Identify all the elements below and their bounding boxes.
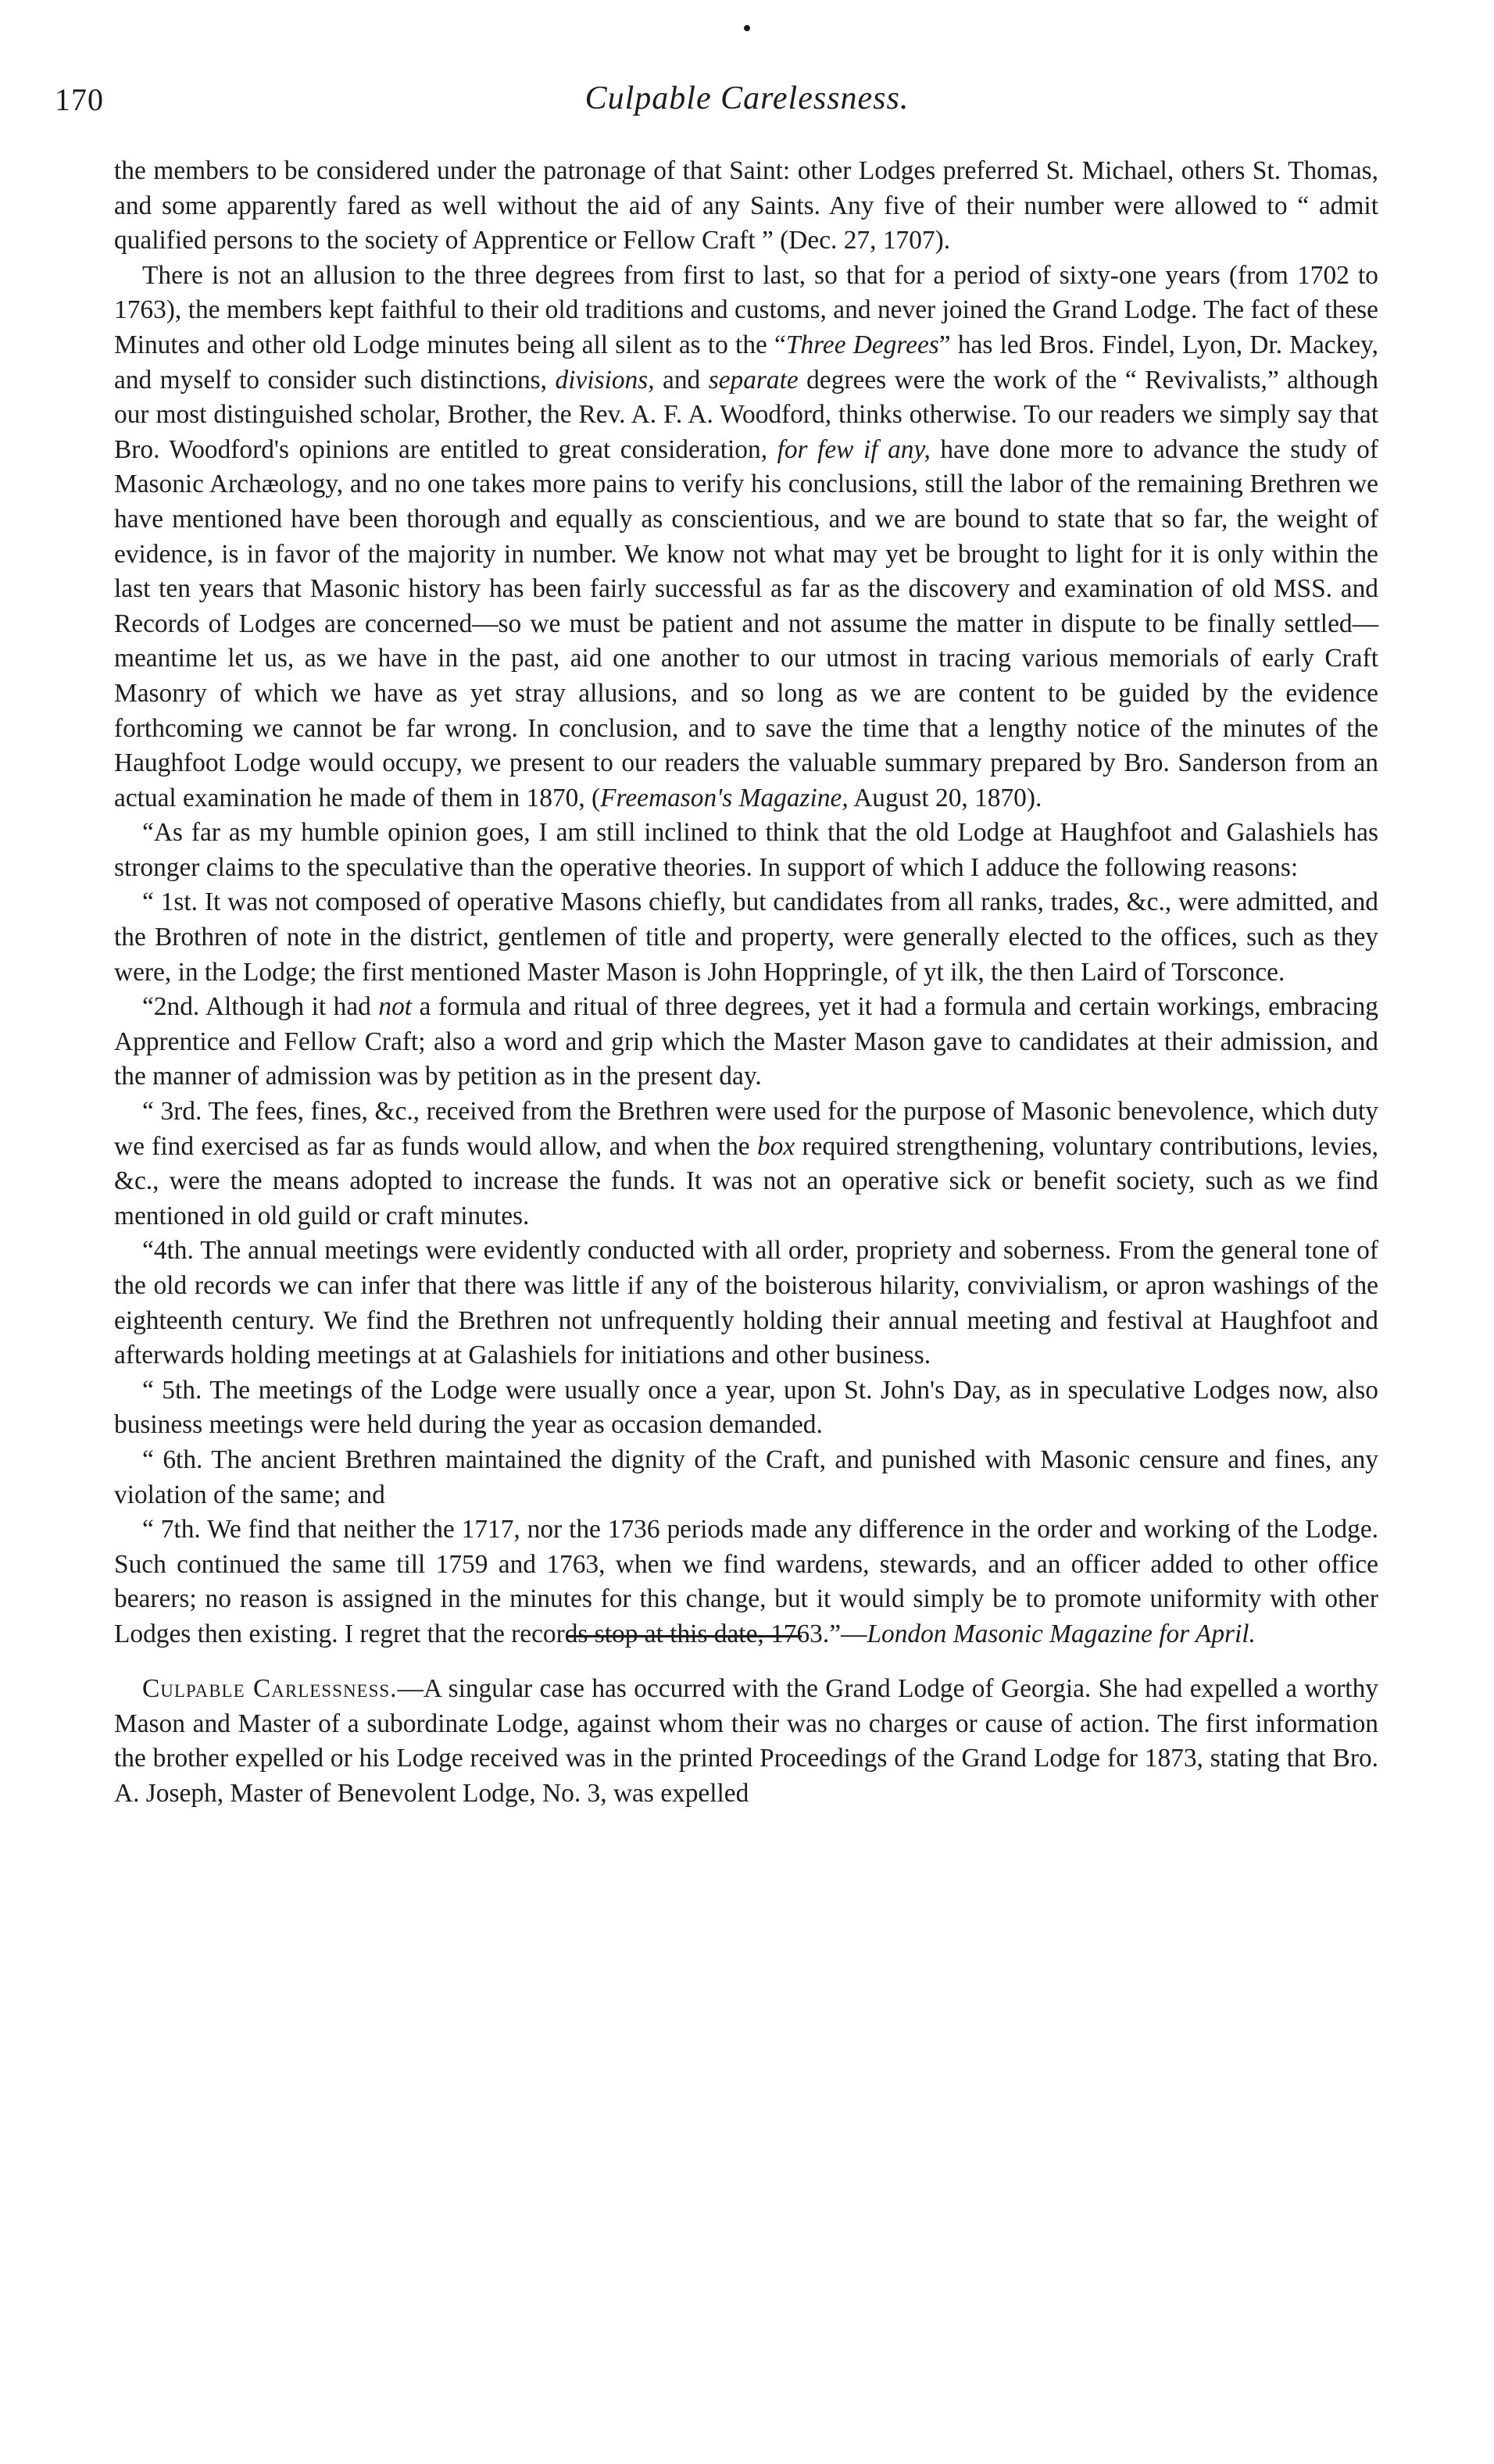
paragraph-text: “As far as my humble opinion goes, I am still inclined to think that the old Lodge at Haughfoot and Galashiels has stronger claims to the speculative than the operative theories. In support of which I adduce the following reasons:: [114, 818, 1378, 882]
paragraph-text: “ 7th. We find that neither the 1717, nor the 1736 periods made any difference in the order and working of the Lodge. Such continued the same till 1759 and 1763, when we find wardens, stewards, and an officer added to other office bearers; no reason is assigned in the minutes for this change, but it would simply be to promote uniformity with other Lodges then existing. I regret that the records stop at this date, 1763.”—: [114, 1515, 1378, 1648]
italic-text: not: [378, 992, 413, 1022]
italic-text: Freemason's Magazine,: [600, 783, 849, 812]
paragraph: [114, 1672, 1378, 1811]
section-divider: [567, 1635, 802, 1637]
paragraph-text: “ 1st. It was not composed of operative Masons chiefly, but candidates from all ranks, trades, &c., were admitted, and the Brothren of note in the district, gentlemen of title and property, were generally elected to the offices, such as they were, in the Lodge; the first mentioned Master Mason is John Hoppringle, of yt ilk, the then Laird of Torsconce.: [114, 887, 1378, 987]
paragraph-text: August 20, 1870).: [848, 783, 1042, 812]
article-heading: Culpable Carlessness.: [142, 1674, 398, 1703]
paragraph-text: “ 6th. The ancient Brethren maintained the dignity of the Craft, and punished with Masonic censure and fines, any violation of the same; and: [114, 1444, 1378, 1509]
printer-mark: [744, 25, 750, 31]
page-number: 170: [55, 82, 104, 117]
paragraph-text: “4th. The annual meetings were evidently conducted with all order, propriety and soberness. From the general tone of the old records we can infer that there was little if any of the boisterous hilarity, convivialism, or apron washings of the eighteenth century. We find the Brethren not unfrequently holding their annual meeting and festival at Haughfoot and afterwards holding meetings at at Galashiels for initiations and other business.: [114, 1236, 1378, 1370]
paragraph: [114, 154, 1378, 259]
paragraph: [114, 1373, 1378, 1443]
italic-text: Three Degrees: [785, 330, 939, 359]
paragraph-text: “ 5th. The meetings of the Lodge were usually once a year, upon St. John's Day, as in speculative Lodges now, also business meetings were held during the year as occasion demanded.: [114, 1375, 1378, 1440]
paragraph: [114, 1095, 1378, 1234]
paragraph-text: required strengthening, voluntary contributions, levies, &c., were the means adopted to increase the funds. It was not an operative sick or benefit society, such as we find mentioned in old guild or craft minutes.: [114, 1131, 1378, 1230]
paragraph-text: “ 3rd. The fees, fines, &c., received from the Brethren were used for the purpose of Masonic benevolence, which duty we find exercised as far as funds would allow, and when the: [114, 1097, 1378, 1161]
next-article: [114, 1672, 1378, 1811]
italic-text: for few if any,: [777, 434, 931, 464]
paragraph: [114, 990, 1378, 1095]
paragraph: [114, 259, 1378, 816]
paragraph-text: “2nd. Although it had: [142, 992, 379, 1022]
paragraph-text: There is not an allusion to the three degrees from first to last, so that for a period of sixty-one years (from 1702 to 1763), the members kept faithful to their old traditions and customs, and never joined the Grand Lodge. The fact of these Minutes and other old Lodge minutes being all silent as to the “: [114, 260, 1378, 359]
paragraph-text: degrees were the work of the “ Revivalists,” although our most distinguished scholar, Brother, the Rev. A. F. A. Woodford, thinks otherwise. To our readers we simply say that Bro. Woodford's opinions are entitled to great consideration,: [114, 365, 1378, 464]
paragraph: [114, 885, 1378, 990]
paragraph-text: —A singular case has occurred with the Grand Lodge of Georgia. She had expelled a worthy Mason and Master of a subordinate Lodge, against whom their was no charges or cause of action. The first information the brother expelled or his Lodge received was in the printed Proceedings of the Grand Lodge for 1873, stating that Bro. A. Joseph, Master of Benevolent Lodge, No. 3, was expelled: [114, 1674, 1378, 1808]
paragraph-text: a formula and ritual of three degrees, yet it had a formula and certain workings, embracing Apprentice and Fellow Craft; also a word and grip which the Master Mason gave to candidates at their admission, and the manner of admission was by petition as in the present day.: [114, 992, 1378, 1091]
main-text: [114, 154, 1378, 1652]
italic-text: separate: [708, 365, 799, 395]
paragraph: [114, 1234, 1378, 1373]
paragraph-text: and: [654, 365, 709, 395]
paragraph: [114, 1443, 1378, 1512]
paragraph: [114, 1512, 1378, 1652]
paragraph-text: ” has led Bros. Findel, Lyon, Dr. Mackey, and myself to consider such distinctions,: [114, 330, 1378, 395]
paragraph-text: have done more to advance the study of Masonic Archæology, and no one takes more pains to verify his conclusions, still the labor of the remaining Brethren we have mentioned have been thorough and equally as conscientious, and we are bound to state that so far, the weight of evidence, is in favor of the majority in number. We know not what may yet be brought to light for it is only within the last ten years that Masonic history has been fairly successful as far as the discovery and examination of old MSS. and Records of Lodges are concerned—so we must be patient and not assume the matter in dispute to be finally settled—meantime let us, as we have in the past, aid one another to our utmost in tracing various memorials of early Craft Masonry of which we have as yet stray allusions, and so long as we are content to be guided by the evidence forthcoming we cannot be far wrong. In conclusion, and to save the time that a lengthy notice of the minutes of the Haughfoot Lodge would occupy, we present to our readers the valuable summary prepared by Bro. Sanderson from an actual examination he made of them in 1870, (: [114, 434, 1378, 812]
italic-text: box: [756, 1131, 795, 1161]
source-citation: London Masonic Magazine for April.: [867, 1619, 1256, 1648]
running-head: Culpable Carelessness.: [584, 80, 910, 116]
italic-text: divisions,: [555, 365, 655, 395]
paragraph: [114, 816, 1378, 885]
paragraph-text: the members to be considered under the patronage of that Saint: other Lodges preferred St. Michael, others St. Thomas, and some apparently fared as well without the aid of any Saints. Any five of their number were allowed to “ admit qualified persons to the society of Apprentice or Fellow Craft ” (Dec. 27, 1707).: [114, 156, 1378, 255]
